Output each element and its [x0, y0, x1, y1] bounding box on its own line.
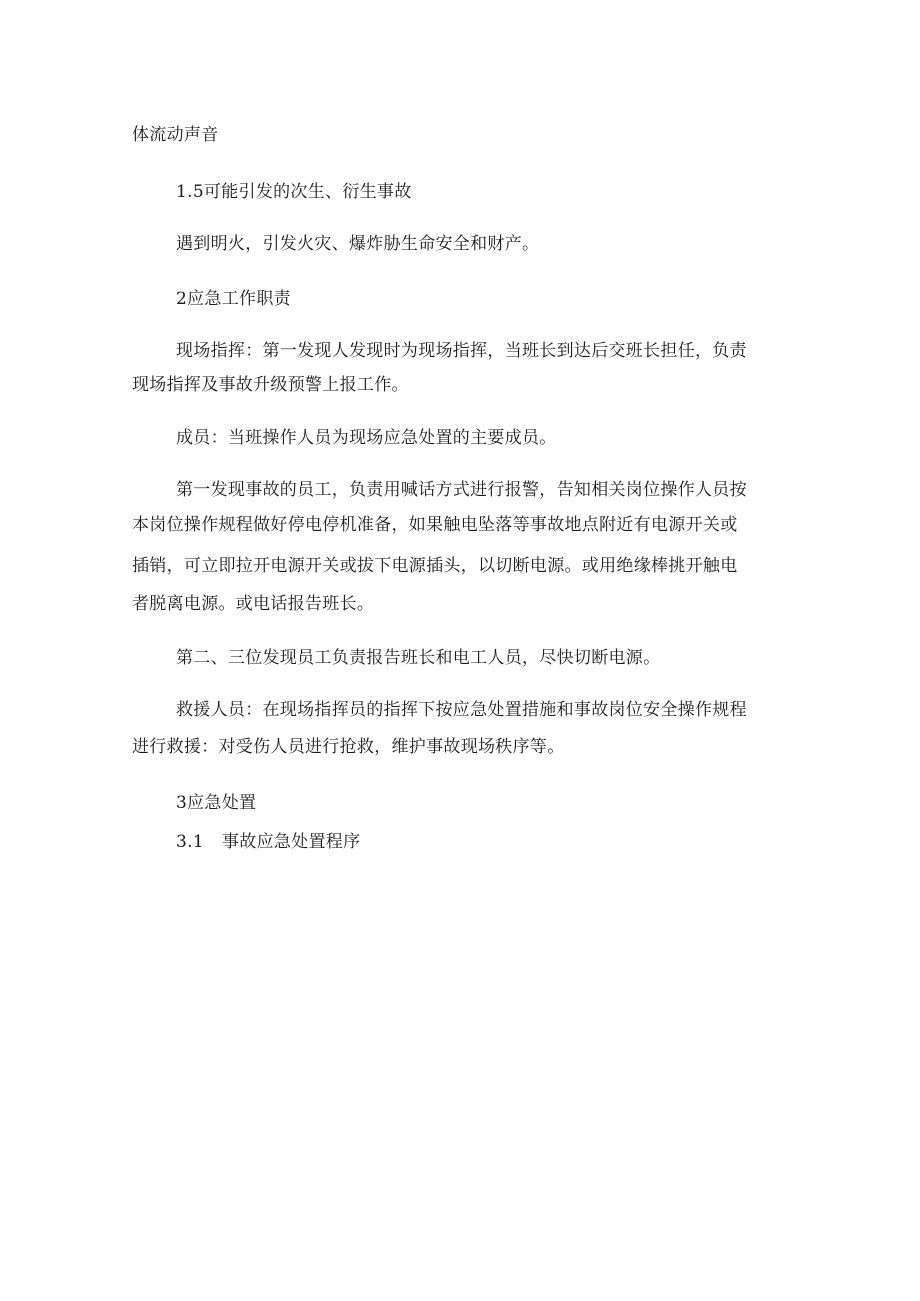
paragraph-members: 成员：当班操作人员为现场应急处置的主要成员。	[176, 428, 557, 448]
paragraph-rescuers-line-1: 救援人员：在现场指挥员的指挥下按应急处置措施和事故岗位安全操作规程	[176, 700, 747, 720]
paragraph-first-discoverer-line-4: 者脱离电源。或电话报告班长。	[132, 594, 375, 614]
paragraph-site-commander-line-1: 现场指挥：第一发现人发现时为现场指挥，当班长到达后交班长担任，负责	[176, 341, 747, 361]
paragraph-first-discoverer-line-1: 第一发现事故的员工，负责用喊话方式进行报警，告知相关岗位操作人员按	[176, 480, 747, 500]
section-title: 事故应急处置程序	[222, 832, 361, 852]
section-number: 3.1	[176, 832, 204, 852]
heading-3-1-procedure	[176, 829, 360, 855]
heading-3-emergency-response: 3应急处置	[176, 793, 257, 813]
paragraph-first-discoverer-line-3: 插销，可立即拉开电源开关或拔下电源插头，以切断电源。或用绝缘棒挑开触电	[132, 556, 738, 576]
text-line-fluid-sound: 体流动声音	[132, 125, 219, 145]
paragraph-second-third-discoverer: 第二、三位发现员工负责报告班长和电工人员，尽快切断电源。	[176, 648, 661, 668]
paragraph-first-discoverer-line-2: 本岗位操作规程做好停电停机准备，如果触电坠落等事故地点附近有电源开关或	[132, 515, 738, 535]
paragraph-rescuers-line-2: 进行救援：对受伤人员进行抢救，维护事故现场秩序等。	[132, 737, 565, 757]
paragraph-site-commander-line-2: 现场指挥及事故升级预警上报工作。	[132, 375, 409, 395]
heading-1-5-secondary-accidents: 1.5可能引发的次生、衍生事故	[176, 182, 412, 202]
text-line-fire-explosion: 遇到明火，引发火灾、爆炸胁生命安全和财产。	[176, 234, 540, 254]
heading-2-emergency-duties: 2应急工作职责	[176, 289, 291, 309]
